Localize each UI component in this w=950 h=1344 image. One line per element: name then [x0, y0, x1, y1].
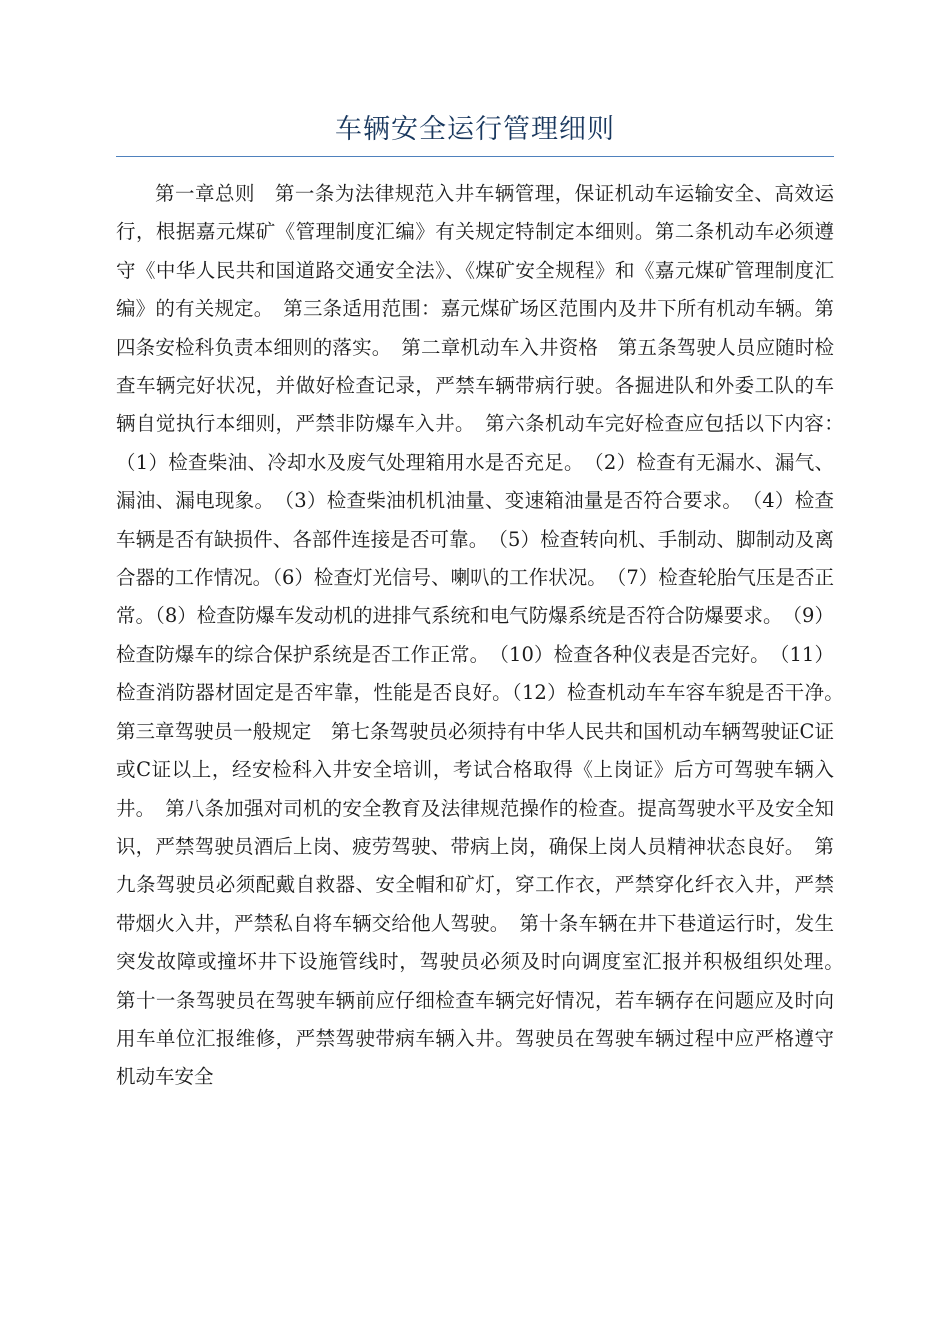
body-paragraph: 第一章总则 第一条为法律规范入井车辆管理，保证机动车运输安全、高效运行，根据嘉元煤矿《管理制度汇编》有关规定特制定本细则。第二条机动车必须遵守《中华人民共和国道路交通安全法》、《煤矿安全规程》和《嘉元煤矿管理制度汇编》的有关规定。 第三条适用范围：嘉元煤矿场区范围内及井下所有机动车辆。第四条安检科负责本细则的落实。 第二章机动车入井资格 第五条驾驶人员应随时检查车辆完好状况，并做好检查记录，严禁车辆带病行驶。各掘进队和外委工队的车辆自觉执行本细则，严禁非防爆车入井。 第六条机动车完好检查应包括以下内容： （1）检查柴油、冷却水及废气处理箱用水是否充足。 （2）检查有无漏水、漏气、漏油、漏电现象。 （3）检查柴油机机油量、变速箱油量是否符合要求。 （4）检查车辆是否有缺损件、各部件连接是否可靠。 （5）检查转向机、手制动、脚制动及离合器的工作情况。（6）检查灯光信号、喇叭的工作状况。 （7）检查轮胎气压是否正常。（8）检查防爆车发动机的进排气系统和电气防爆系统是否符合防爆要求。 （9）检查防爆车的综合保护系统是否工作正常。 （10）检查各种仪表是否完好。 （11）检查消防器材固定是否牢靠，性能是否良好。（12）检查机动车车容车貌是否干净。 第三章驾驶员一般规定 第七条驾驶员必须持有中华人民共和国机动车辆驾驶证C证或C证以上，经安检科入井安全培训，考试合格取得《上岗证》后方可驾驶车辆入井。 第八条加强对司机的安全教育及法律规范操作的检查。提高驾驶水平及安全知识，严禁驾驶员酒后上岗、疲劳驾驶、带病上岗，确保上岗人员精神状态良好。 第九条驾驶员必须配戴自救器、安全帽和矿灯，穿工作衣，严禁穿化纤衣入井，严禁带烟火入井，严禁私自将车辆交给他人驾驶。 第十条车辆在井下巷道运行时，发生突发故障或撞坏井下设施管线时，驾驶员必须及时向调度室汇报并积极组织处理。 第十一条驾驶员在驾驶车辆前应仔细检查车辆完好情况，若车辆存在问题应及时向用车单位汇报维修，严禁驾驶带病车辆入井。驾驶员在驾驶车辆过程中应严格遵守机动车安全	[116, 182, 854, 1089]
title-block	[116, 110, 834, 157]
page-title: 车辆安全运行管理细则	[335, 114, 615, 145]
